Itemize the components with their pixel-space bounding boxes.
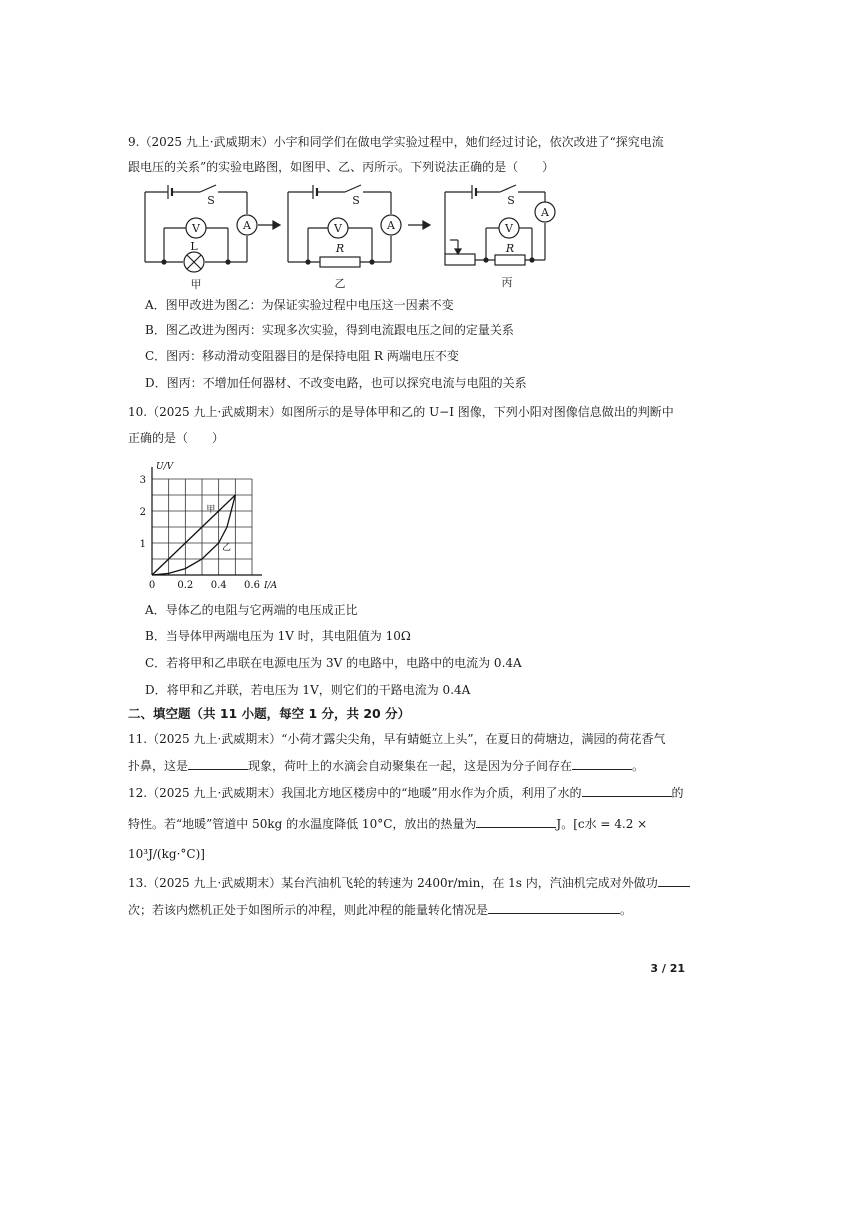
circuit-yi (288, 185, 401, 267)
q10-option-a: A．导体乙的电阻与它两端的电压成正比 (145, 603, 358, 617)
q11-text-b: 现象，荷叶上的水滴会自动聚集在一起，这是因为分子间存在 (248, 759, 573, 773)
x-axis-label: I/A (264, 581, 278, 591)
series-label-yi: 乙 (222, 543, 232, 554)
voltmeter-jia: V (192, 222, 200, 235)
q11-text-c: 。 (632, 759, 645, 773)
resistor-label-bing: R (505, 242, 515, 255)
q10-stem-line2: 正确的是（ ） (128, 431, 225, 445)
voltmeter-bing: V (505, 222, 513, 235)
q12-blank-2[interactable] (476, 815, 556, 828)
q10-option-c: C．若将甲和乙串联在电源电压为 3V 的电路中，电路中的电流为 0.4A (145, 656, 522, 670)
q9-stem-line1: 9.（2025 九上·武威期末）小宇和同学们在做电学实验过程中，她们经过讨论，依次改进了“探究电流 (128, 135, 664, 149)
q13-text-b: 次；若该内燃机正处于如图所示的冲程，则此冲程的能量转化情况是 (128, 903, 489, 917)
q13-text-a: 13.（2025 九上·武威期末）某台汽油机飞轮的转速为 2400r/min，在 1s 内，汽油机完成对外做功 (128, 876, 658, 890)
caption-yi: 乙 (334, 277, 346, 290)
q10-stem-line1: 10.（2025 九上·武威期末）如图所示的是导体甲和乙的 U−I 图像，下列小阳对图像信息做出的判断中 (128, 405, 674, 419)
q10-option-b: B．当导体甲两端电压为 1V 时，其电阻值为 10Ω (145, 629, 411, 643)
voltmeter-yi: V (334, 222, 342, 235)
switch-label-jia: S (207, 194, 215, 207)
switch-label-yi: S (352, 194, 360, 207)
q13-text-c: 。 (620, 903, 633, 917)
q13-line2 (128, 901, 632, 918)
y-tick-label: 1 (139, 539, 146, 550)
q11-line1: 11.（2025 九上·武威期末）“小荷才露尖尖角，早有蜻蜓立上头”，在夏日的荷塘边，满园的荷花香气 (128, 732, 666, 746)
q11-blank-2[interactable] (572, 757, 632, 770)
q10-ui-chart (130, 455, 300, 595)
q11-line2 (128, 757, 644, 774)
x-tick-label: 0.6 (244, 580, 260, 591)
q12-blank-1[interactable] (582, 784, 672, 797)
caption-jia: 甲 (190, 278, 202, 290)
ammeter-bing: A (541, 206, 549, 219)
series-label-jia: 甲 (206, 504, 216, 515)
q12-text-b: 的 (671, 786, 684, 800)
lamp-label-jia: L (190, 240, 198, 253)
switch-label-bing: S (507, 194, 515, 207)
circuit-bing (445, 185, 555, 265)
q12-line2 (128, 815, 647, 832)
q11-blank-1[interactable] (188, 757, 248, 770)
q9-option-d: D．图丙：不增加任何器材、不改变电路，也可以探究电流与电阻的关系 (145, 376, 527, 390)
y-tick-label: 3 (139, 475, 146, 486)
q11-text-a: 扑鼻，这是 (128, 759, 189, 773)
q9-option-a: A．图甲改进为图乙：为保证实验过程中电压这一因素不变 (145, 298, 454, 312)
q12-text-d: J。[c水 = 4.2 × (556, 817, 648, 831)
ammeter-jia: A (243, 219, 251, 232)
q13-line1 (128, 874, 690, 891)
x-tick-label: 0.4 (210, 580, 227, 591)
resistor-label-yi: R (335, 242, 345, 255)
x-tick-label: 0 (148, 580, 156, 591)
y-tick-label: 2 (139, 507, 146, 518)
caption-bing: 丙 (501, 276, 513, 289)
q9-option-b: B．图乙改进为图丙：实现多次实验，得到电流跟电压之间的定量关系 (145, 323, 514, 337)
q10-option-d: D．将甲和乙并联，若电压为 1V，则它们的干路电流为 0.4A (145, 683, 471, 697)
q13-blank-1[interactable] (658, 874, 690, 887)
q12-line3: 10³J/(kg·°C)] (128, 847, 205, 861)
q9-option-c: C．图丙：移动滑动变阻器目的是保持电阻 R 两端电压不变 (145, 349, 459, 363)
ammeter-yi: A (387, 219, 395, 232)
circuit-jia (145, 185, 257, 272)
section-heading: 二、填空题（共 11 小题，每空 1 分，共 20 分） (128, 706, 411, 721)
q12-line1 (128, 784, 684, 801)
q9-circuit-figure (0, 180, 867, 290)
x-tick-label: 0.2 (177, 580, 194, 591)
q12-text-a: 12.（2025 九上·武威期末）我国北方地区楼房中的“地暖”用水作为介质，利用了水的 (128, 786, 582, 800)
page-number: 3 / 21 (650, 962, 685, 975)
q13-blank-2[interactable] (488, 901, 620, 914)
q12-text-c: 特性。若“地暖”管道中 50kg 的水温度降低 10°C，放出的热量为 (128, 817, 477, 831)
q9-stem-line2: 跟电压的关系”的实验电路图，如图甲、乙、丙所示。下列说法正确的是（ ） (128, 160, 555, 174)
y-axis-label: U/V (156, 462, 174, 472)
